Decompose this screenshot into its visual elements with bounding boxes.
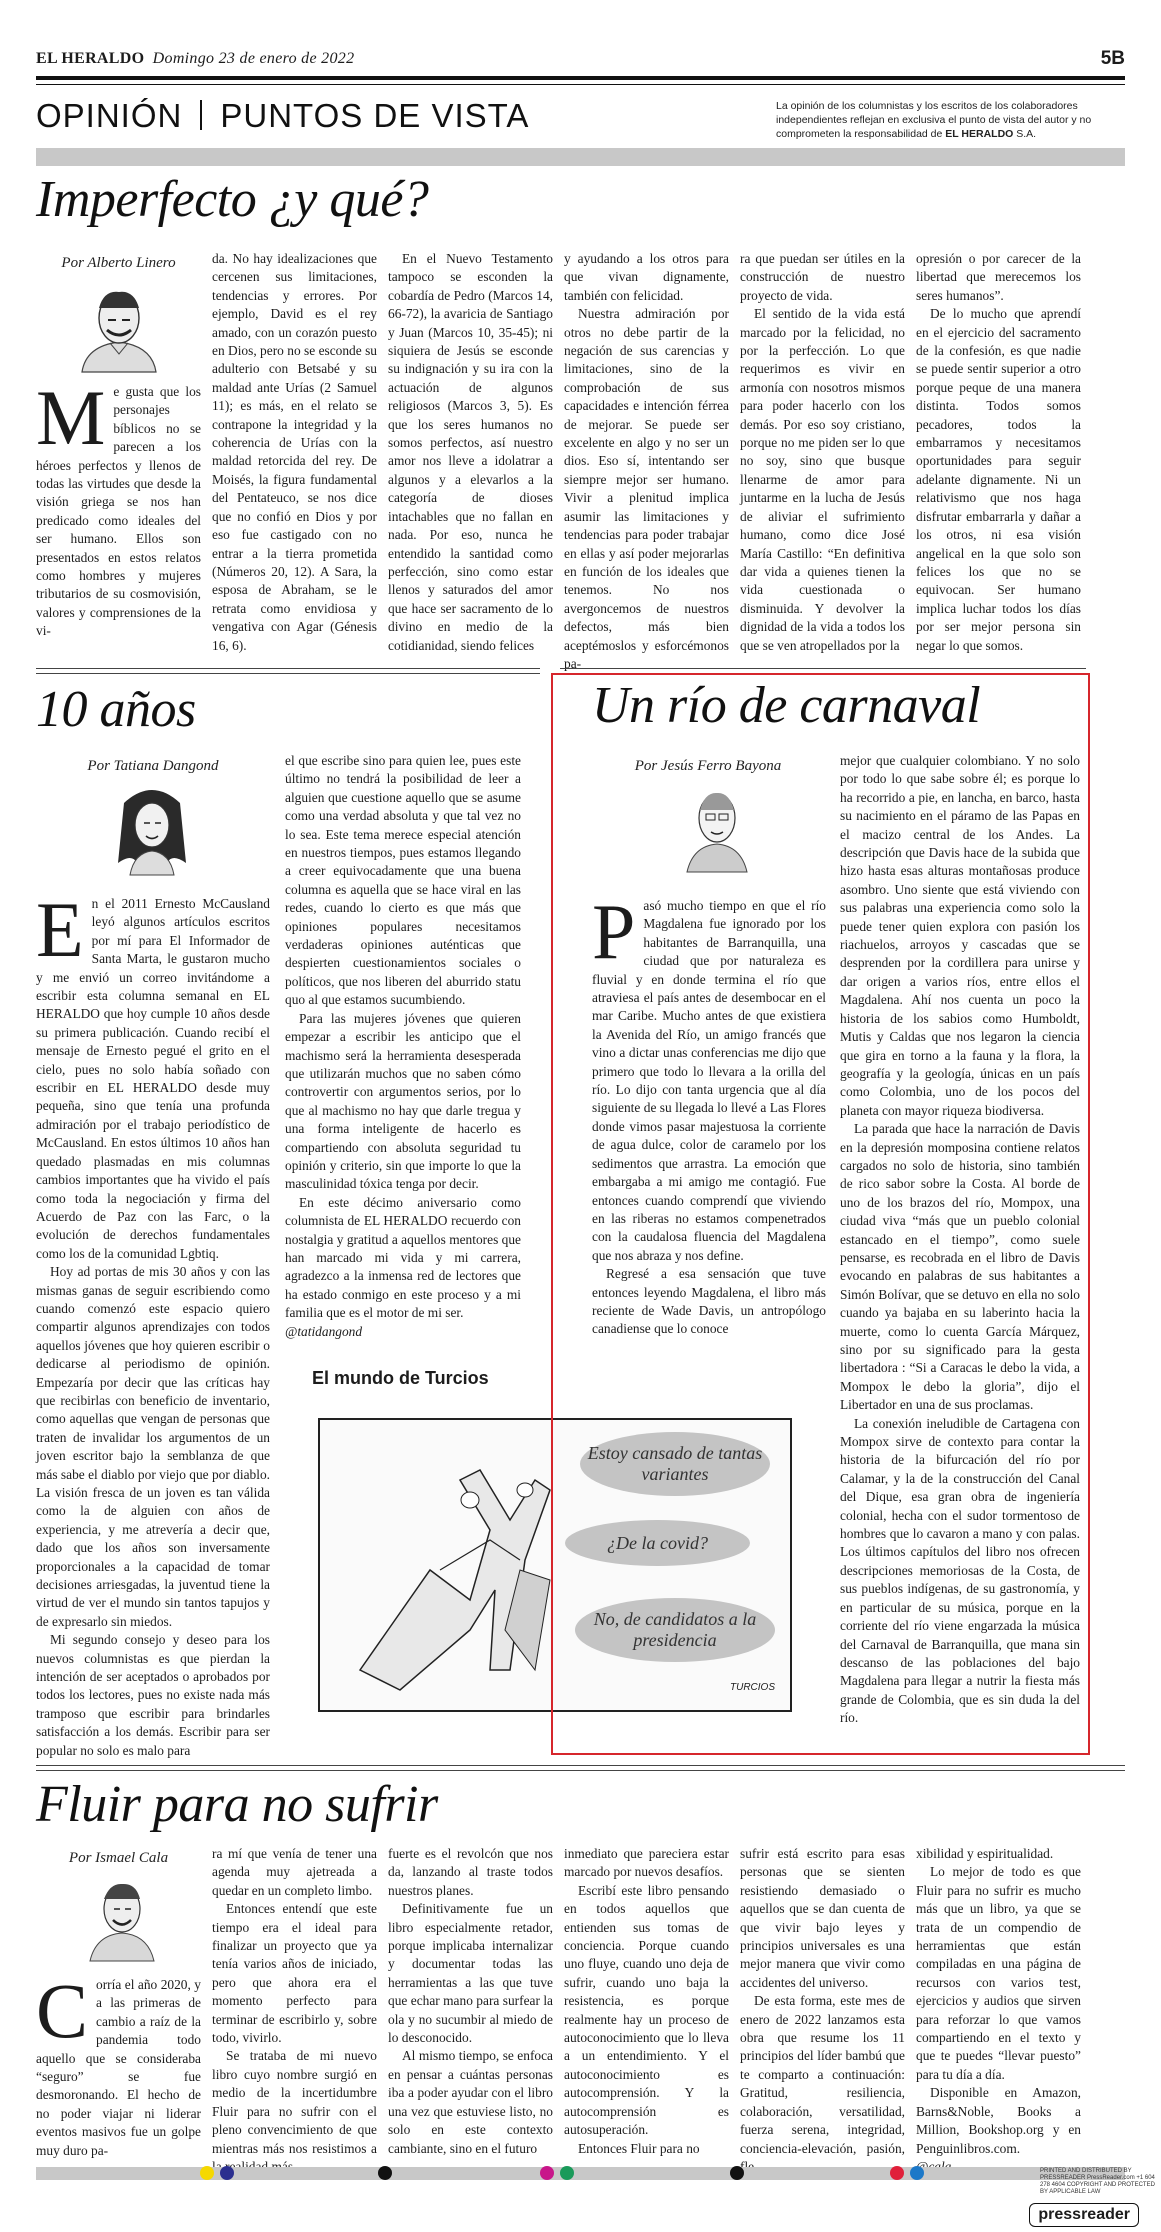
article-paragraph: n el 2011 Ernesto McCausland leyó algunos artículos escritos por mí para El Informador de Santa Marta, le gustaron mucho y me envió un correo invitándome a escribir esta columna semanal en EL HERALDO que hoy cumple 10 años desde su primera publicación. Cuando recibí el mensaje de Ernesto pegué el grito en el cielo, pues no solo había soñado con escribir en EL HERALDO desde muy pequeña, sino que tenía una profunda admiración por el trabajo periodístico de McCausland. En estos últimos 10 años han quedado plasmadas en mis columnas cambios importantes que ha vivido el país como toda la negociación y firma del Acuerdo de Paz con las Farc, o la evolución de derechos fundamentales como los de la comunidad Lgbtiq. [36,896,270,1261]
article-column [212,1845,377,2155]
section-title [36,97,529,135]
page-number: 5B [1100,48,1125,69]
article-headline: Imperfecto ¿y qué? [36,171,429,228]
article-column [916,250,1081,653]
article-paragraph: Entonces entendí que este tiempo era el ideal para finalizar un proyecto que ya tenía varios años de iniciado, pero que ahora era el momento perfecto para terminar de escribirlo y, sobre todo, vivirlo. [212,1901,377,2046]
article-paragraph: y ayudando a los otros para que vivan dignamente, también con felicidad. [564,251,729,303]
article-column [388,1845,553,2155]
author-portrait [82,1873,162,1961]
article-headline: Un río de carnaval [592,677,981,734]
registration-dot [378,2166,392,2180]
article-column [285,752,521,1339]
article-paragraph: Regresé a esa sensación que tuve entonces leyendo Magdalena, el libro más reciente de Wade Davis, un antropólogo canadiense que lo conoce [592,1266,826,1337]
article-paragraph: Mi segundo consejo y deseo para los nuevos columnistas es que pierdan la intención de ser aceptados o aprobados por todos los lectores, pues no existe nada más tramposo que escribir para brindarles satisfacción a los demás. Escribir para ser popular no solo es malo para [36,1632,270,1758]
drop-cap: M [36,374,106,461]
article-paragraph: Definitivamente fue un libro especialmente retador, porque implicaba internalizar y documentar todas las herramientas a las que tuve que echar mano para surfear la ola y no sucumbir al miedo de lo desconocido. [388,1901,553,2046]
article-paragraph: mejor que cualquier colombiano. Y no solo por todo lo que sabe sobre él; es porque lo ha recorrido a pie, en lancha, en barco, hasta su nacimiento en el páramo de las Papas en el macizo central de los Andes. La descripción que Davis hace de la subida que hizo hasta esas alturas montañosas produce asombro. Uno siente que está viviendo con sus palabras una experiencia como solo la puede tener quien explora con pasión los riachuelos, arroyos y cascadas que se desprenden por la cordillera para unirse y dar origen a varios ríos, entre ellos el Magdalena. Ahí nos cuenta un poco la historia de los sabios como Humboldt, Mutis y Caldas que nos legaron la ciencia que gira en torno a la fauna y la flora, la geografía y la geología, únicas en un país como Colombia, uno de los pocos del planeta con mayor riqueza biodiversa. [840,753,1080,1118]
speech-bubble: Estoy cansado de tantas variantes [580,1432,770,1496]
article-column [740,250,905,653]
disclaimer [776,99,1126,141]
section-divider-rule [36,1765,1125,1771]
speech-bubble: ¿De la covid? [565,1520,750,1566]
article-paragraph: ra mí que venía de tener una agenda muy ajetreada a quedar en un completo limbo. [212,1846,377,1898]
registration-dot [540,2166,554,2180]
registration-dot [910,2166,924,2180]
article-column [840,752,1080,1732]
pressreader-notice: PRINTED AND DISTRIBUTED BY PRESSREADER PressReader.com +1 604 278 4604 COPYRIGHT AND PROTECTED BY APPLICABLE LAW [1040,2168,1155,2195]
masthead-rule-thin [36,84,1125,85]
section-divider [200,100,202,130]
article-paragraph: Lo mejor de todo es que Fluir para no sufrir es mucho más que un libro, ya que se trata de un compendio de herramientas que están compiladas en una página de recursos con varios test, ejercicios y audios que sirven para reforzar lo que vamos compartiendo en el texto y que te puedes “llevar puesto” para tu día a día. [916,1864,1081,2082]
article-byline: Por Jesús Ferro Bayona [634,758,782,774]
article-paragraph: La parada que hace la narración de Davis en la depresión momposina contiene relatos cargados no solo de historia, sino también de rico sabor sobre la Costa. Al borde de uno de los brazos del río, Mompox, una ciudad viva “más que un pueblo colonial estancado en el tiempo”, como suele pensarse, es recobrada en el libro de Davis evocando en palabras de sus habitantes a Simón Bolívar, que se detuvo en ella no solo cuando ya bajaba en su laberinto hacia la muerte, como lo cuenta García Márquez, sino por su significado para la gesta libertadora : “Si a Caracas le debo la vida, a Mompox le debo la gloria”, dijo el Libertador en una de sus proclamas. [840,1121,1080,1413]
newspaper-name: EL HERALDO [36,50,145,67]
speech-bubble: No, de candidatos a la presidencia [575,1598,775,1662]
article-paragraph: orría el año 2020, y a las primeras de cambio a raíz de la pandemia todo aquello que se consideraba “seguro” se fue desmoronando. El hecho de no poder viajar ni liderar eventos masivos fue un golpe muy duro pa- [36,1977,201,2158]
article-paragraph: En el Nuevo Testamento tampoco se esconden la cobardía de Pedro (Marcos 14, 66-72), la avaricia de Santiago y Juan (Marcos 10, 35-45); ni siquiera de Jesús se esconde su indignación y su ira con la actuación de algunos religiosos (Marcos 3, 5). Es que los seres humanos no somos perfectos, así nuestro amor nos lleve a idolatrar a algunos y a elevarlos a la categoría de dioses intachables que no fallan en nada. Por eso, nunca he entendido la santidad como perfección, sino como estar llenos y saturados del amor que hace ser sacramento de lo divino en medio de la cotidianidad, siendo felices [388,251,553,653]
article-paragraph: xibilidad y espiritualidad. [916,1846,1054,1861]
article-paragraph: Al mismo tiempo, se enfoca en pensar a cuántas personas iba a poder ayudar con el libro una vez que estuviese listo, no solo en este contexto cambiante, sino en el futuro [388,2048,553,2156]
article-headline: 10 años [36,681,196,738]
author-portrait [74,280,164,372]
article-paragraph: fuerte es el revolcón que nos da, lanzando al traste todos nuestros planes. [388,1846,553,1898]
masthead-rule [36,76,1125,80]
article-column [564,1845,729,2155]
registration-dot [200,2166,214,2180]
disclaimer-brand: EL HERALDO [945,128,1014,140]
cartoon-title: El mundo de Turcios [312,1368,489,1388]
drop-cap: P [592,888,636,975]
section-left: OPINIÓN [36,97,183,134]
article-byline: Por Tatiana Dangond [87,758,219,774]
author-handle: @tatidangond [285,1323,363,1339]
article-paragraph: ra que puedan ser útiles en la construcción de nuestro proyecto de vida. [740,251,905,303]
article-paragraph: el que escribe sino para quien lee, pues este último no tendrá la posibilidad de leer a alguien que cuestione aquello que se asume como una verdad absoluta y que tal vez no lo sea. Este tema merece especial atención en nuestros tiempos, pues estamos llegando a creer equivocadamente que una buena columna es aquella que se hace viral en las redes, cuando lo cierto es que más que opiniones populares necesitamos verdaderas opiniones auténticas que despierten cuestionamientos sociales o políticos, que nos liberen del aburrido statu quo al que estamos sucumbiendo. [285,753,521,1008]
article-byline: Por Ismael Cala [68,1850,169,1866]
article-paragraph: sufrir está escrito para esas personas que se sienten resistiendo demasiado o aquellos que se dan cuenta de que vivir bajo leyes y principios universales es una mejor manera que vivir como accidentes del universo. [740,1846,905,1990]
article-column [212,250,377,653]
article-paragraph: Hoy ad portas de mis 30 años y con las mismas ganas de seguir escribiendo como cuando comenzó este espacio quiero compartir algunos aprendizajes con todos aquellos jóvenes que hoy quieren escribir o dedicarse al periodismo de opinión. Empezaría por decir que las críticas hay que recibirlas con beneficio de inventario, como aquellas que vengan de personas que traten de invalidar los argumentos de un joven escritor bajo la semblanza de que más sabe el diablo por viejo que por diablo. La visión fresca de un joven es tan válida como la de alguien con años de experiencia, y me atrevería a decir que, dado que los años son inversamente proporcionales a la capacidad de tomar decisiones arriesgadas, la juventud tiene la virtud de ver el mundo sin tantos tapujos y de expresarlo sin miedos. [36,1264,270,1629]
article-paragraph: da. No hay idealizaciones que cercenen sus limitaciones, tendencias y errores. Por ejemplo, David es el rey amado, con un corazón puesto en Dios, pero no se esconde su adulterio con Betsabé y su maldad ante Urías (2 Samuel 11); es más, en el relato se contrapone la integridad y la coherencia de Urías con la maldad retorcida del rey. De Moisés, la figura fundamental del Pentateuco, se nos dice que no confió en Dios y por eso fue castigado con no entrar a la tierra prometida (Números 20, 12). A Sara, la esposa de Abraham, se le retrata como envidiosa y vengativa con Agar (Génesis 16, 6). [212,251,377,653]
article-paragraph: e gusta que los personajes bíblicos no se parecen a los héroes perfectos y llenos de todas las virtudes que desde la visión griega se nos han predicado como ideales del ser humano. Ellos son presentados en estos relatos como hombres y mujeres tributarios de su cosmovisión, valores y comprensiones de la vi- [36,384,201,639]
article-column [36,1967,201,2158]
article-column [740,1845,905,2155]
cartoonist-signature: TURCIOS [730,1682,775,1693]
section-gray-bar [36,148,1125,166]
article-paragraph: El sentido de la vida está marcado por la felicidad, no por la perfección. Lo que requerimos es vivir en armonía con nosotros mismos para poder hacerlo con los demás. Por eso soy cristiano, porque no me piden ser lo que no soy, sino que busque llenarme de amor para juntarme en la lucha de Jesús de aliviar el sufrimiento humano, como dice José María Castillo: “En definitiva dar vida a quienes tienen la vida cuestionada o disminuida. Y devolver la dignidad de la vida a todos los que se ven atropellados por la [740,306,905,653]
author-portrait [677,780,757,872]
registration-dot [560,2166,574,2180]
article-column [388,250,553,653]
article-paragraph: En este décimo aniversario como columnista de EL HERALDO recuerdo con nostalgia y gratitud a aquellos mentores que han marcado mi vida y mi carrera, agradezco a la inmensa red de lectores que ha estado conmigo en este proceso y a mi familia que es el motor de mi ser. [285,1194,521,1321]
article-paragraph: Nuestra admiración por otros no debe partir de la negación de sus carencias y limitaciones, sino de la comprobación de sus capacidades e intención férrea de mejorar. Se puede ser excelente en algo y no ser un dios. Eso sí, intentando ser siempre mejor ser humano. Vivir a plenitud implica asumir las limitaciones y tendencias para poder trabajar en ellas y así poder mejorarlas en función de los ideales que tenemos. No nos avergoncemos de nuestros defectos, más bien aceptémoslos y esforcémonos pa- [564,306,729,671]
section-divider-rule [36,668,540,674]
author-portrait [112,783,192,875]
registration-dot [220,2166,234,2180]
article-paragraph: Entonces Fluir para no [578,2140,700,2156]
article-paragraph: Escribí este libro pensando en todos aquellos que entienden sus tomas de conciencia. Porque cuando uno fluye, cuando uno deja de sufrir, cuando uno baja la resistencia, es porque realmente hay un proceso de autoconocimiento que lo lleva a un entendimiento. Y el autoconocimiento es autocomprensión. Y la autocomprensión es autosuperación. [564,1882,729,2138]
article-paragraph: De esta forma, este mes de enero de 2022 lanzamos esta obra que resume los 11 principios del líder bambú que te comparto a continuación: Gratitud, resiliencia, colaboración, versatilidad, fuerza serena, integridad, conciencia-elevación, pasión, [740,1993,905,2156]
article-paragraph: De lo mucho que aprendí en el ejercicio del sacramento de la confesión, es que nadie se puede sentir superior a otro porque peque de una manera distinta. Todos somos pecadores, todos la embarramos y necesitamos oportunidades para seguir adelante dignamente. Ni un relativismo que nos haga disfrutar embarrarla y dañar a los otros, ni esa visión angelical en la que solo son felices los que no se equivocan. Ser humano implica luchar todos los días por ser mejor persona sin negar lo que somos. [916,306,1081,653]
drop-cap: C [36,1967,89,2054]
article-paragraph: La conexión ineludible de Cartagena con Mompox sirve de contexto para contar la historia de la bifurcación del río por Calamar, y la de la construcción del Canal del Dique, esa gran obra de ingeniería colonial, hecha con el sudor tormentoso de hombres que lo cavaron a mano y con palas. Los últimos capítulos del libro nos ofrecen descripciones memoriosas de la Costa, de sus pueblos indígenas, de su gastronomía, y en particular de su música, porque en la corriente del río viene engarzada la música del Carnaval de Barranquilla, que mana sin descanso de las poblaciones del bajo Magdalena para llegar a nutrir la fiesta más grande de Colombia, que es sin duda la del río. [840,1415,1080,1726]
article-headline: Fluir para no sufrir [36,1776,438,1833]
article-paragraph: Para las mujeres jóvenes que quieren empezar a escribir les anticipo que el machismo será la herramienta desesperada que utilizarán muchos que no saben cómo controvertir con argumentos serios, por lo que al machismo no hay que darle tregua y una forma inteligente de hacerlo es compartiendo con absoluta seguridad tu opinión y criterio, sin que importe lo que la masculinidad tóxica tenga por decir. [285,1010,521,1192]
section-right: PUNTOS DE VISTA [220,97,530,134]
disclaimer-text: La opinión de los columnistas y los escritos de los colaboradores independientes reflejan en exclusiva el punto de vista del autor y no comprometen la responsabilidad de [776,100,1092,140]
drop-cap: E [36,886,84,973]
article-paragraph: inmediato que pareciera estar marcado por nuevos desafíos. [564,1846,729,1880]
article-column [564,250,729,671]
article-column [916,1845,1081,2155]
article-byline: Por Alberto Linero [61,255,176,271]
masthead [36,50,354,68]
registration-dot [730,2166,744,2180]
article-paragraph: Disponible en Amazon, Barns&Noble, Books a Million, Bookshop.org y en Penguinlibros.com. [916,2085,1081,2156]
article-paragraph: asó mucho tiempo en que el río Magdalena fue ignorado por los habitantes de Barranquilla, una ciudad que por naturaleza es fluvial y en donde termina el río que atraviesa el país antes de desembocar en el mar Caribe. Mucho antes de que existiera la Avenida del Río, un amigo francés que vino a dictar unas conferencias me dijo que primero que todo lo llevara a la orilla del río. Lo dijo con tanta urgencia que al día siguiente de su llegada lo llevé a Las Flores donde vimos pasar majestuosa la corriente de agua dulce, color de caramelo por los sedimentos que arrastra. La emoción que embargaba a mi amigo me contagió. Fue entonces cuando comprendí que viviendo en las riberas no estamos compenetrados con la caudalosa fluencia del Magdalena que nos abraza y nos define. [592,898,826,1263]
disclaimer-suffix: S.A. [1013,128,1037,140]
article-column [36,886,270,1758]
article-column [36,374,201,639]
article-column [592,888,826,1723]
pressreader-logo[interactable]: pressreader [1029,2203,1139,2227]
article-paragraph: Se trataba de mi nuevo libro cuyo nombre surgió en medio de la incertidumbre Fluir para no sufrir con el pleno convencimiento de que mientras más nos resistimos a [212,2048,377,2156]
issue-date: Domingo 23 de enero de 2022 [152,50,355,67]
article-paragraph: opresión o por carecer de la libertad que merecemos los seres humanos”. [916,251,1081,303]
registration-dot [890,2166,904,2180]
